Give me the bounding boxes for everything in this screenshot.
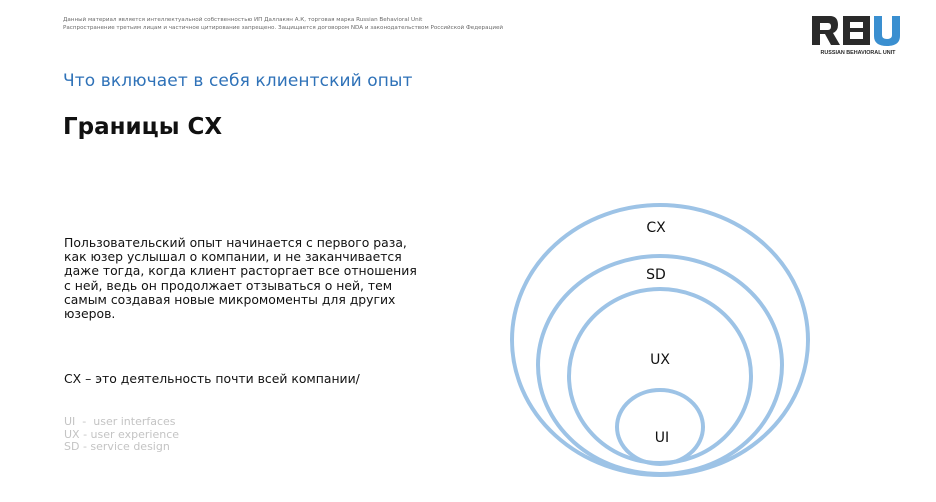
body-paragraph-1: Пользовательский опыт начинается с первого раза, как юзер услышал о компании, и не заканчивается даже тогда, когда клиент расторгает все отношения с ней, ведь он продолжает отзываться о ней, тем самым создавая новые микромоменты для других юзеров. — [64, 235, 417, 322]
label-ui: UI — [654, 430, 670, 446]
rbu-logo — [810, 14, 906, 58]
label-ux: UX — [650, 352, 670, 368]
abbreviation-legend — [64, 416, 179, 454]
legend-sd: SD - service design — [64, 440, 170, 454]
label-cx: CX — [646, 220, 666, 236]
circle-ui — [617, 390, 703, 464]
logo-letters — [812, 16, 900, 46]
logo-caption: RUSSIAN BEHAVIORAL UNIT — [820, 50, 896, 56]
section-title: Что включает в себя клиентский опыт — [63, 71, 413, 91]
disclaimer-line-2: Распространение третьим лицам и частичное цитирование запрещено. Защищается договором NDA и законодательством Российской Федерацией — [63, 25, 504, 31]
legend-ux: UX - user experience — [64, 427, 180, 441]
label-sd: SD — [646, 267, 666, 283]
page-title: Границы CX — [63, 114, 223, 140]
legend-ui: UI - user interfaces — [64, 415, 176, 428]
body-paragraph-2: CX – это деятельность почти всей компании/ — [64, 371, 360, 386]
disclaimer-line-1: Данный материал является интеллектуальной собственностью ИП Даллакян А.К, торговая марка Russian Behavioral Unit — [63, 17, 423, 23]
disclaimer — [63, 16, 503, 32]
nested-circles-diagram — [490, 190, 840, 480]
